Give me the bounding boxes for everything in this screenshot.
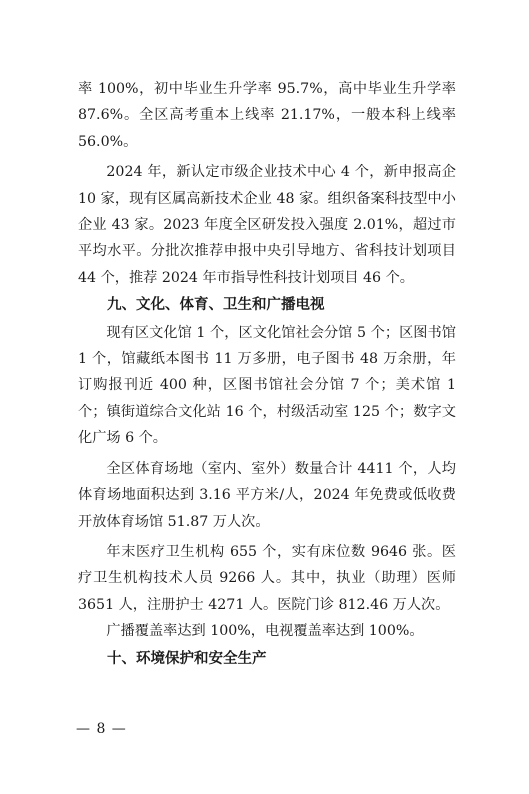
- section-heading-culture: 九、文化、体育、卫生和广播电视: [107, 297, 325, 314]
- paragraph-education-rates: 率 100%，初中毕业生升学率 95.7%，高中毕业生升学率 87.6%。全区高考重本上线率 21.17%，一般本科上线率 56.0%。: [78, 81, 456, 150]
- page-number: — 8 —: [76, 721, 127, 737]
- document-body: [78, 76, 456, 673]
- paragraph-technology: 2024 年，新认定市级企业技术中心 4 个，新申报高企 10 家，现有区属高新技术企业 48 家。组织备案科技型中小企业 43 家。2023 年度全区研发投入强度 2.01%，超过市平均水平。分批次推荐申报中央引导地方、省科技计划项目 44 个，推荐 2024 年市指导性科技计划项目 46 个。: [78, 164, 456, 286]
- paragraph-sports: 全区体育场地（室内、室外）数量合计 4411 个，人均体育场地面积达到 3.16 平方米/人，2024 年免费或低收费开放体育场馆 51.87 万人次。: [78, 460, 456, 530]
- paragraph-culture: 现有区文化馆 1 个，区文化馆社会分馆 5 个；区图书馆 1 个，馆藏纸本图书 11 万多册，电子图书 48 万余册，年订购报刊近 400 种，区图书馆社会分馆 7 个；美术馆 1 个；镇街道综合文化站 16 个，村级活动室 125 个；数字文化广场 6 个。: [78, 324, 456, 447]
- paragraph-broadcast: 广播覆盖率达到 100%，电视覆盖率达到 100%。: [106, 623, 424, 640]
- paragraph-health: 年末医疗卫生机构 655 个，实有床位数 9646 张。医疗卫生机构技术人员 9266 人。其中，执业（助理）医师 3651 人，注册护士 4271 人。医院门诊 812.46 万人次。: [78, 543, 456, 613]
- section-heading-environment: 十、环境保护和安全生产: [107, 650, 267, 667]
